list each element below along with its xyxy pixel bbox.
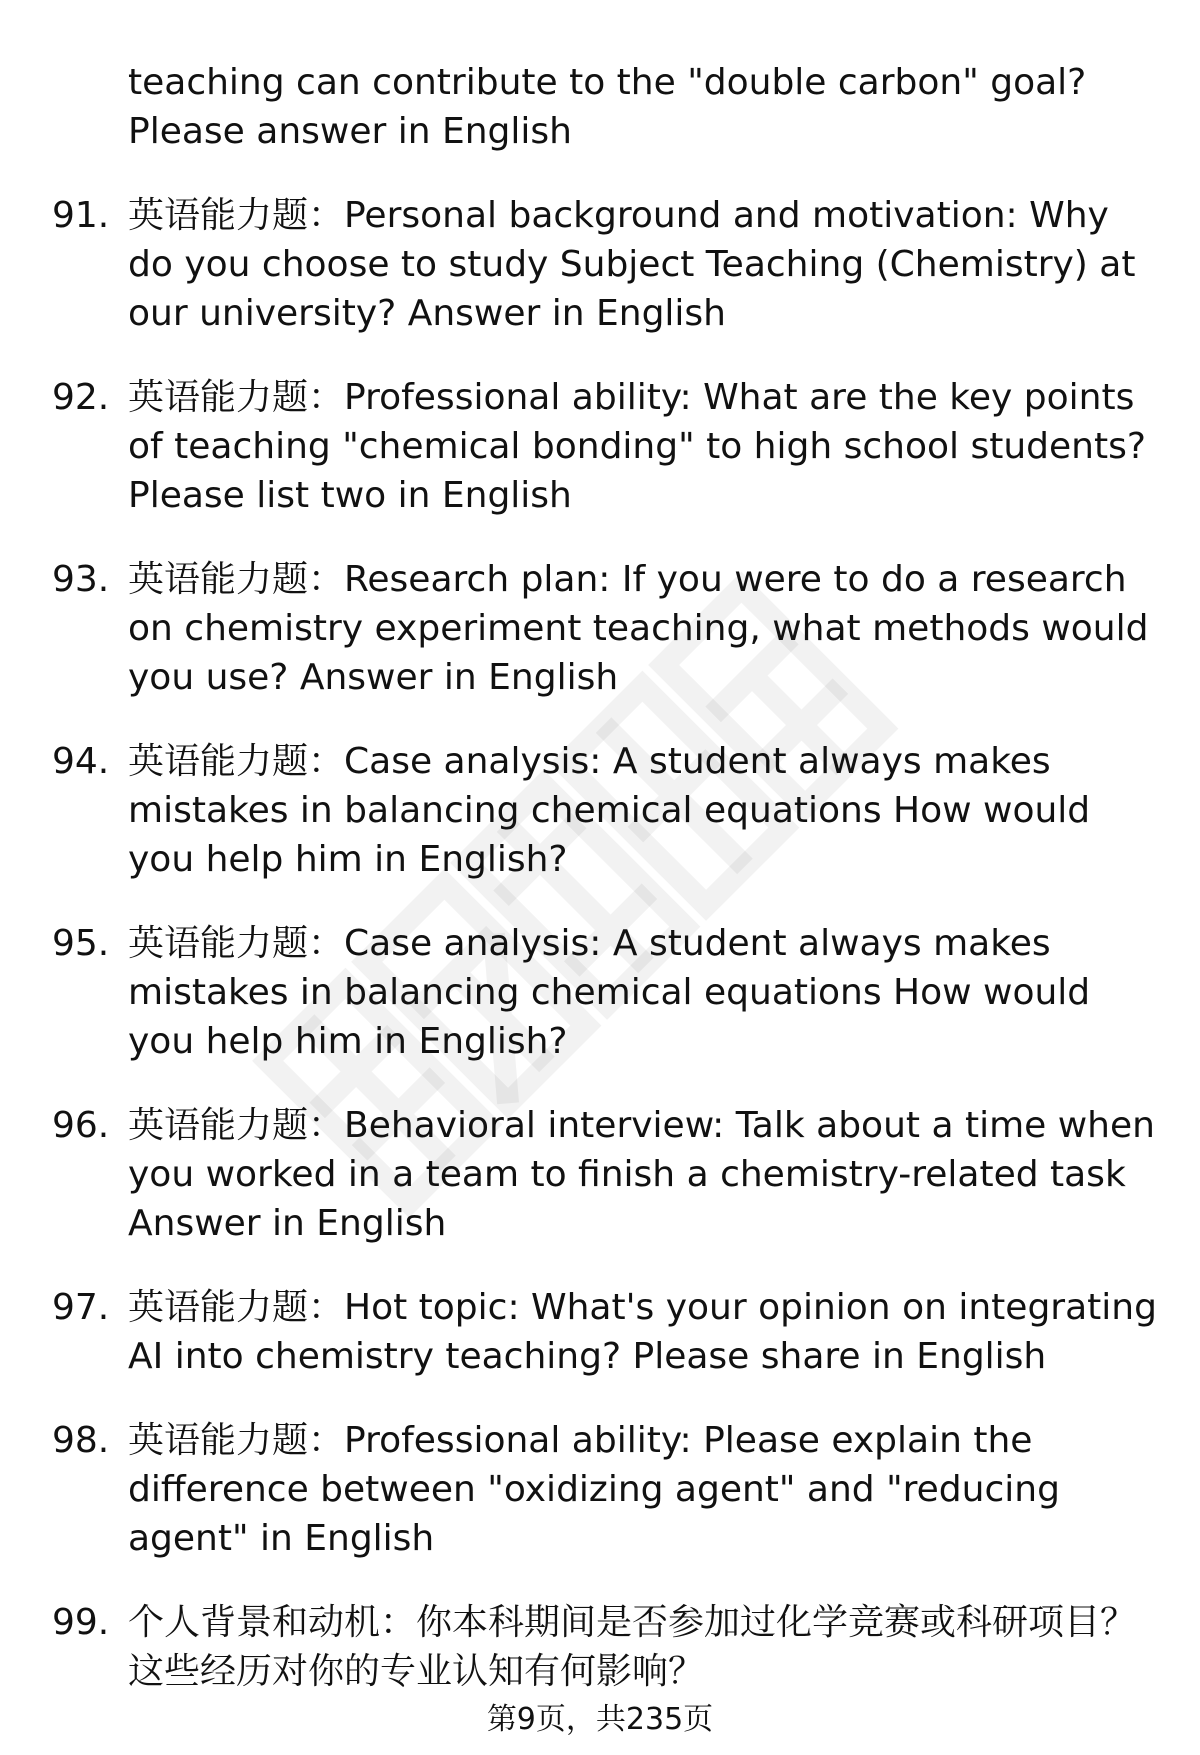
question-item [0,1101,1200,1248]
question-item [0,1598,1200,1696]
question-number: 99. [52,1602,110,1643]
question-text: 英语能力题：Professional ability: What are the key points of teaching "chemical bonding" to high school students? Please list two in English [128,377,1146,516]
question-number: 97. [52,1287,110,1328]
question-text: 英语能力题：Hot topic: What's your opinion on integrating AI into chemistry teaching? Please share in English [128,1287,1157,1377]
question-number: 93. [52,559,110,600]
question-number: 95. [52,923,110,964]
question-number: 92. [52,377,110,418]
question-text: 英语能力题：Personal background and motivation: Why do you choose to study Subject Teaching (Chemistry) at our university? Answer in English [128,195,1136,334]
question-item [0,373,1200,520]
question-item [0,1416,1200,1563]
question-text: 英语能力题：Professional ability: Please explain the difference between "oxidizing agent" and "reducing agent" in English [128,1420,1060,1559]
question-text: 英语能力题：Behavioral interview: Talk about a time when you worked in a team to finish a chemistry-related task Answer in English [128,1105,1155,1244]
question-item [0,919,1200,1066]
question-text: 英语能力题：Research plan: If you were to do a research on chemistry experiment teaching, what methods would you use? Answer in English [128,559,1149,698]
question-list [0,58,1200,1731]
question-text: 英语能力题：Case analysis: A student always makes mistakes in balancing chemical equations How would you help him in English? [128,923,1091,1062]
question-item [0,555,1200,702]
question-text: 英语能力题：Case analysis: A student always makes mistakes in balancing chemical equations How would you help him in English? [128,741,1091,880]
question-continuation: teaching can contribute to the "double carbon" goal? Please answer in English [128,62,1087,152]
question-item [0,1283,1200,1381]
question-number: 96. [52,1105,110,1146]
question-text: 个人背景和动机：你本科期间是否参加过化学竞赛或科研项目？这些经历对你的专业认知有何影响？ [128,1602,1137,1692]
question-number: 91. [52,195,110,236]
page-footer: 第9页，共235页 [486,1702,714,1737]
question-number: 94. [52,741,110,782]
question-item [0,737,1200,884]
question-number: 98. [52,1420,110,1461]
question-item [0,191,1200,338]
